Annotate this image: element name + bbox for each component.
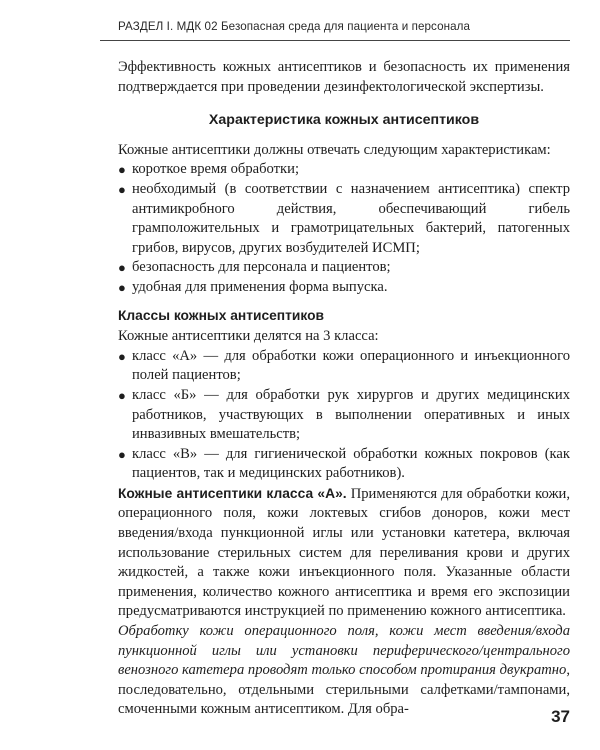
bullet-icon: ● — [118, 348, 126, 364]
intro-paragraph: Эффективность кожных антисептиков и безопасность их применения подтверждается при проведении дезинфектологической экспертизы. — [118, 59, 570, 95]
classes-heading: Классы кожных антисептиков — [118, 307, 324, 323]
class-a-paragraph — [118, 484, 570, 622]
page-number: 37 — [551, 707, 570, 726]
list-item: ● класс «Б» — для обработки рук хирургов и других медицинских работников, участвующих в выполнении оперативных и иных инвазивных вмешательств; — [118, 386, 570, 443]
bullet-icon: ● — [118, 279, 126, 295]
list-item: ● короткое время обработки; — [118, 160, 570, 180]
bullet-icon: ● — [118, 162, 126, 178]
section-title: Характеристика кожных антисептиков — [208, 112, 480, 129]
final-italic-text: Обработку кожи операционного поля, кожи мест введения/входа пункционной иглы или установки периферического/центрального венозного катетера проводят только способом протирания двукратно — [118, 623, 570, 679]
bullet-icon: ● — [118, 387, 126, 403]
classes-lead: Кожные антисептики делятся на 3 класса: — [118, 328, 379, 345]
class-a-runin-heading: Кожные антисептики класса «А». — [118, 485, 347, 501]
classes-list — [118, 347, 570, 484]
running-header: РАЗДЕЛ I. МДК 02 Безопасная среда для пациента и персонала — [118, 20, 471, 33]
class-a-text: Применяются для обработки кожи, операционного поля, кожи локтевых сгибов доноров, кожи мест введения/входа пункционной иглы или установки катетера, включая использование стерильных систем для переливания крови и других жидкостей, а также кожи инъекционного поля. Указанные области применения, количество кожного антисептика и время его экспозиции предусматриваются инструкцией по применению кожного антисептика. — [118, 485, 570, 620]
characteristics-lead: Кожные антисептики должны отвечать следующим характеристикам: — [118, 141, 551, 158]
list-item: ● безопасность для персонала и пациентов; — [118, 258, 570, 278]
bullet-icon: ● — [118, 181, 126, 197]
characteristics-list — [118, 160, 570, 297]
bullet-icon: ● — [118, 260, 126, 276]
final-text: , последовательно, отдельными стерильными салфетками/тампонами, смоченными кожным антисептиком. Для обра- — [118, 662, 570, 718]
list-item: ● удобная для применения форма выпуска. — [118, 278, 570, 298]
list-item: ● класс «В» — для гигиенической обработки кожных покровов (как пациентов, так и медицинских работников). — [118, 445, 570, 482]
list-item: ● необходимый (в соответствии с назначением антисептика) спектр антимикробного действия, обеспечивающий гибель грамположительных и грамотрицательных бактерий, патогенных грибов, вирусов, других возбудителей ИСМП; — [118, 180, 570, 256]
list-item: ● класс «А» — для обработки кожи операционного и инъекционного полей пациентов; — [118, 347, 570, 384]
page-body — [118, 58, 570, 720]
header-rule — [100, 40, 570, 41]
final-paragraph — [118, 622, 570, 720]
bullet-icon: ● — [118, 446, 126, 462]
